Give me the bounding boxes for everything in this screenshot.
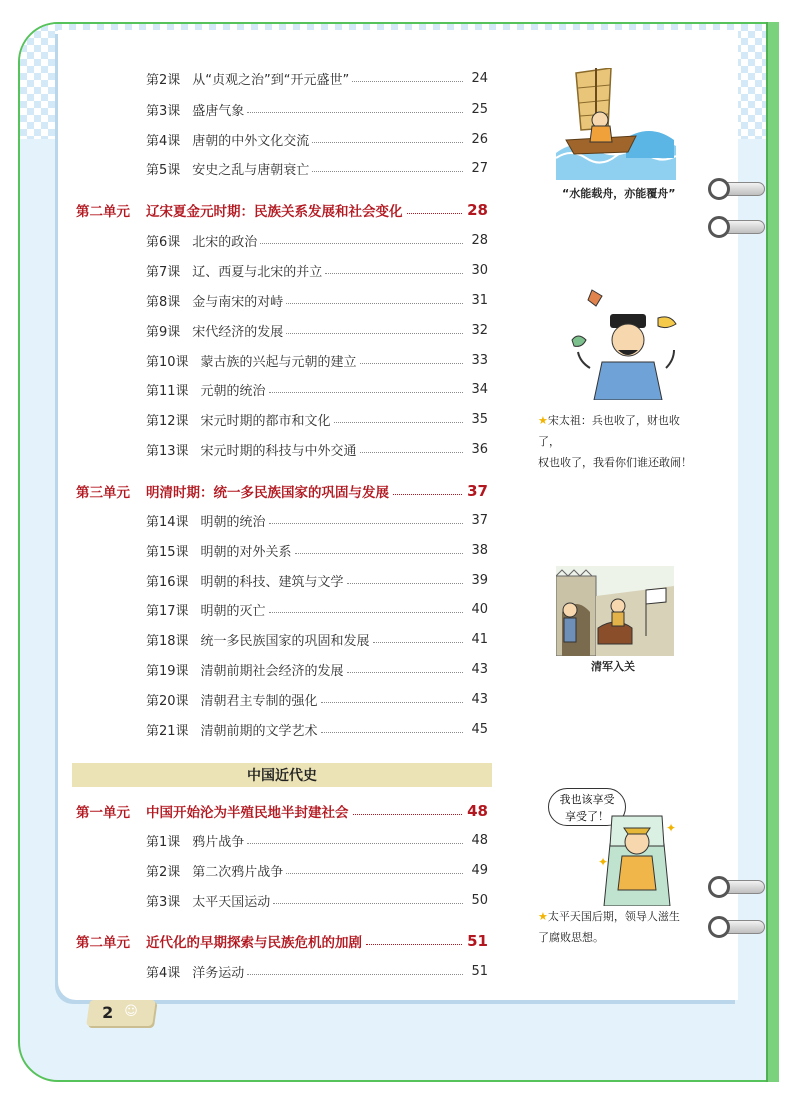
toc-row[interactable]: [146, 628, 488, 650]
unit-heading[interactable]: [76, 799, 488, 823]
era-banner: 中国近代史: [72, 763, 492, 787]
unit-heading[interactable]: [76, 479, 488, 503]
leader-dots: [347, 583, 463, 584]
lesson-title: 唐朝的中外文化交流: [192, 133, 310, 149]
lesson-title: 元朝的统治: [200, 383, 266, 399]
leader-dots: [407, 213, 463, 214]
star-icon: ★: [538, 414, 548, 427]
page-ref: 49: [471, 862, 488, 878]
page-ref: 43: [471, 661, 488, 677]
unit-title: 辽宋夏金元时期：民族关系发展和社会变化: [146, 204, 403, 220]
binder-ring: [708, 916, 766, 938]
toc-row[interactable]: [146, 509, 488, 531]
page-ref: 37: [471, 512, 488, 528]
toc-row[interactable]: [146, 658, 488, 680]
page-ref: 48: [471, 832, 488, 848]
lesson-number: 第21课: [146, 723, 189, 739]
svg-text:✦: ✦: [598, 855, 609, 869]
leader-dots: [325, 273, 463, 274]
leader-dots: [269, 612, 463, 613]
toc-row[interactable]: [146, 960, 488, 982]
unit-title: 近代化的早期探索与民族危机的加剧: [146, 935, 362, 951]
unit-number: 第二单元: [76, 204, 130, 220]
leader-dots: [360, 452, 463, 453]
lesson-title: 辽、西夏与北宋的并立: [192, 264, 323, 280]
toc-row[interactable]: [146, 349, 488, 371]
boat-caption: “水能载舟，亦能覆舟”: [562, 187, 676, 200]
leader-dots: [321, 702, 463, 703]
lesson-title: 清朝前期社会经济的发展: [200, 663, 344, 679]
toc-row[interactable]: [146, 408, 488, 430]
toc-row[interactable]: [146, 229, 488, 251]
leader-dots: [286, 873, 463, 874]
lesson-title: 明朝的对外关系: [200, 544, 292, 560]
lesson-title: 清朝君主专制的强化: [200, 693, 318, 709]
lesson-number: 第3课: [146, 103, 181, 119]
page-number-tab: [86, 1000, 156, 1026]
toc-row[interactable]: [146, 157, 488, 179]
lesson-number: 第4课: [146, 133, 181, 149]
lesson-title: 安史之乱与唐朝衰亡: [192, 162, 310, 178]
lesson-title: 宋元时期的科技与中外交通: [200, 443, 357, 459]
toc-row[interactable]: [146, 289, 488, 311]
lesson-number: 第19课: [146, 663, 189, 679]
bubble-line2: 享受了！: [565, 810, 609, 823]
leader-dots: [247, 112, 463, 113]
toc-row[interactable]: [146, 98, 488, 120]
star-icon: ★: [538, 910, 548, 923]
song-caption-line2: 权也收了，我看你们谁还敢闹！: [538, 456, 692, 469]
lesson-number: 第4课: [146, 965, 181, 981]
page-ref: 41: [471, 631, 488, 647]
binder-ring: [708, 216, 766, 238]
svg-text:✦: ✦: [666, 821, 677, 835]
leader-dots: [353, 814, 463, 815]
leader-dots: [269, 523, 463, 524]
song-emperor-illustration: [570, 288, 680, 400]
taiping-caption: [538, 906, 698, 948]
lesson-number: 第14课: [146, 514, 189, 530]
toc-row[interactable]: [146, 569, 488, 591]
page-number: 2: [102, 1003, 114, 1022]
lesson-number: 第9课: [146, 324, 181, 340]
page-ref: 34: [471, 381, 488, 397]
lesson-number: 第1课: [146, 834, 181, 850]
qing-army-illustration: [556, 566, 674, 656]
leader-dots: [295, 553, 463, 554]
leader-dots: [366, 944, 462, 945]
lesson-number: 第2课: [146, 864, 181, 880]
page-ref: 36: [471, 441, 488, 457]
leader-dots: [373, 642, 463, 643]
lesson-number: 第7课: [146, 264, 181, 280]
unit-title: 中国开始沦为半殖民地半封建社会: [146, 805, 349, 821]
lesson-number: 第15课: [146, 544, 189, 560]
page-ref: 45: [471, 721, 488, 737]
toc-row[interactable]: [146, 438, 488, 460]
leader-dots: [273, 903, 463, 904]
binder-ring: [708, 876, 766, 898]
page-ref: 28: [471, 232, 488, 248]
page-ref: 33: [471, 352, 488, 368]
leader-dots: [312, 142, 463, 143]
lesson-title: 宋代经济的发展: [192, 324, 284, 340]
lesson-title: 明朝的统治: [200, 514, 266, 530]
lesson-number: 第3课: [146, 894, 181, 910]
lesson-title: 蒙古族的兴起与元朝的建立: [200, 354, 357, 370]
leader-dots: [352, 81, 463, 82]
page-ref: 48: [467, 802, 488, 820]
leader-dots: [334, 422, 463, 423]
toc-row[interactable]: [146, 598, 488, 620]
leader-dots: [269, 392, 463, 393]
unit-number: 第二单元: [76, 935, 130, 951]
binder-ring: [708, 178, 766, 200]
lesson-title: 宋元时期的都市和文化: [200, 413, 331, 429]
lesson-title: 太平天国运动: [192, 894, 271, 910]
lesson-title: 明朝的科技、建筑与文学: [200, 574, 344, 590]
lesson-title: 金与南宋的对峙: [192, 294, 284, 310]
page-ref: 26: [471, 131, 488, 147]
leader-dots: [360, 363, 463, 364]
leader-dots: [321, 732, 463, 733]
lesson-number: 第18课: [146, 633, 189, 649]
page-ref: 27: [471, 160, 488, 176]
lesson-title: 洋务运动: [192, 965, 245, 981]
lesson-number: 第20课: [146, 693, 189, 709]
taiping-caption-line1: 太平天国后期，领导人滋生: [547, 910, 680, 923]
toc-row[interactable]: [146, 67, 488, 89]
song-caption: [538, 410, 698, 473]
lesson-title: 第二次鸦片战争: [192, 864, 284, 880]
unit-number: 第三单元: [76, 485, 130, 501]
page-ref: 28: [467, 201, 488, 219]
page-ref: 32: [471, 322, 488, 338]
toc-row[interactable]: [146, 829, 488, 851]
lesson-number: 第10课: [146, 354, 189, 370]
page-ref: 37: [467, 482, 488, 500]
unit-title: 明清时期：统一多民族国家的巩固与发展: [146, 485, 389, 501]
page-ref: 39: [471, 572, 488, 588]
lesson-title: 清朝前期的文学艺术: [200, 723, 318, 739]
lesson-number: 第12课: [146, 413, 189, 429]
binder-spine: [766, 22, 779, 1082]
page-ref: 50: [471, 892, 488, 908]
page-ref: 40: [471, 601, 488, 617]
page-ref: 38: [471, 542, 488, 558]
page-ref: 35: [471, 411, 488, 427]
page-ref: 51: [471, 963, 488, 979]
leader-dots: [260, 243, 463, 244]
lesson-number: 第5课: [146, 162, 181, 178]
leader-dots: [393, 494, 462, 495]
lesson-number: 第17课: [146, 603, 189, 619]
lesson-number: 第2课: [146, 72, 181, 88]
lesson-number: 第8课: [146, 294, 181, 310]
unit-heading[interactable]: [76, 929, 488, 953]
page-ref: 24: [471, 70, 488, 86]
toc-row[interactable]: [146, 378, 488, 400]
page-ref: 43: [471, 691, 488, 707]
leader-dots: [247, 974, 463, 975]
boat-illustration: [556, 68, 676, 180]
taiping-caption-line2: 了腐败思想。: [538, 931, 604, 944]
lesson-number: 第6课: [146, 234, 181, 250]
lesson-number: 第11课: [146, 383, 189, 399]
leader-dots: [312, 171, 463, 172]
taiping-illustration: [594, 806, 680, 906]
smiley-icon: ☺: [124, 1004, 138, 1019]
toc-row[interactable]: [146, 688, 488, 710]
bubble-line1: 我也该享受: [559, 793, 615, 806]
lesson-title: 统一多民族国家的巩固和发展: [200, 633, 370, 649]
leader-dots: [247, 843, 463, 844]
unit-heading[interactable]: [76, 198, 488, 222]
toc-row[interactable]: [146, 859, 488, 881]
leader-dots: [286, 303, 463, 304]
page-ref: 25: [471, 101, 488, 117]
lesson-title: 盛唐气象: [192, 103, 245, 119]
toc-row[interactable]: [146, 539, 488, 561]
qing-caption: 清军入关: [591, 660, 635, 673]
toc-row[interactable]: [146, 718, 488, 740]
page-ref: 31: [471, 292, 488, 308]
lesson-number: 第16课: [146, 574, 189, 590]
lesson-title: 鸦片战争: [192, 834, 245, 850]
lesson-number: 第13课: [146, 443, 189, 459]
unit-number: 第一单元: [76, 805, 130, 821]
leader-dots: [286, 333, 463, 334]
toc-row[interactable]: [146, 259, 488, 281]
lesson-title: 北宋的政治: [192, 234, 258, 250]
page-ref: 51: [467, 932, 488, 950]
toc-row[interactable]: [146, 889, 488, 911]
lesson-title: 明朝的灭亡: [200, 603, 266, 619]
leader-dots: [347, 672, 463, 673]
lesson-title: 从“贞观之治”到“开元盛世”: [192, 72, 350, 88]
toc-row[interactable]: [146, 128, 488, 150]
page-ref: 30: [471, 262, 488, 278]
song-caption-line1: 宋太祖：兵也收了，财也收了，: [538, 414, 680, 448]
toc-row[interactable]: [146, 319, 488, 341]
